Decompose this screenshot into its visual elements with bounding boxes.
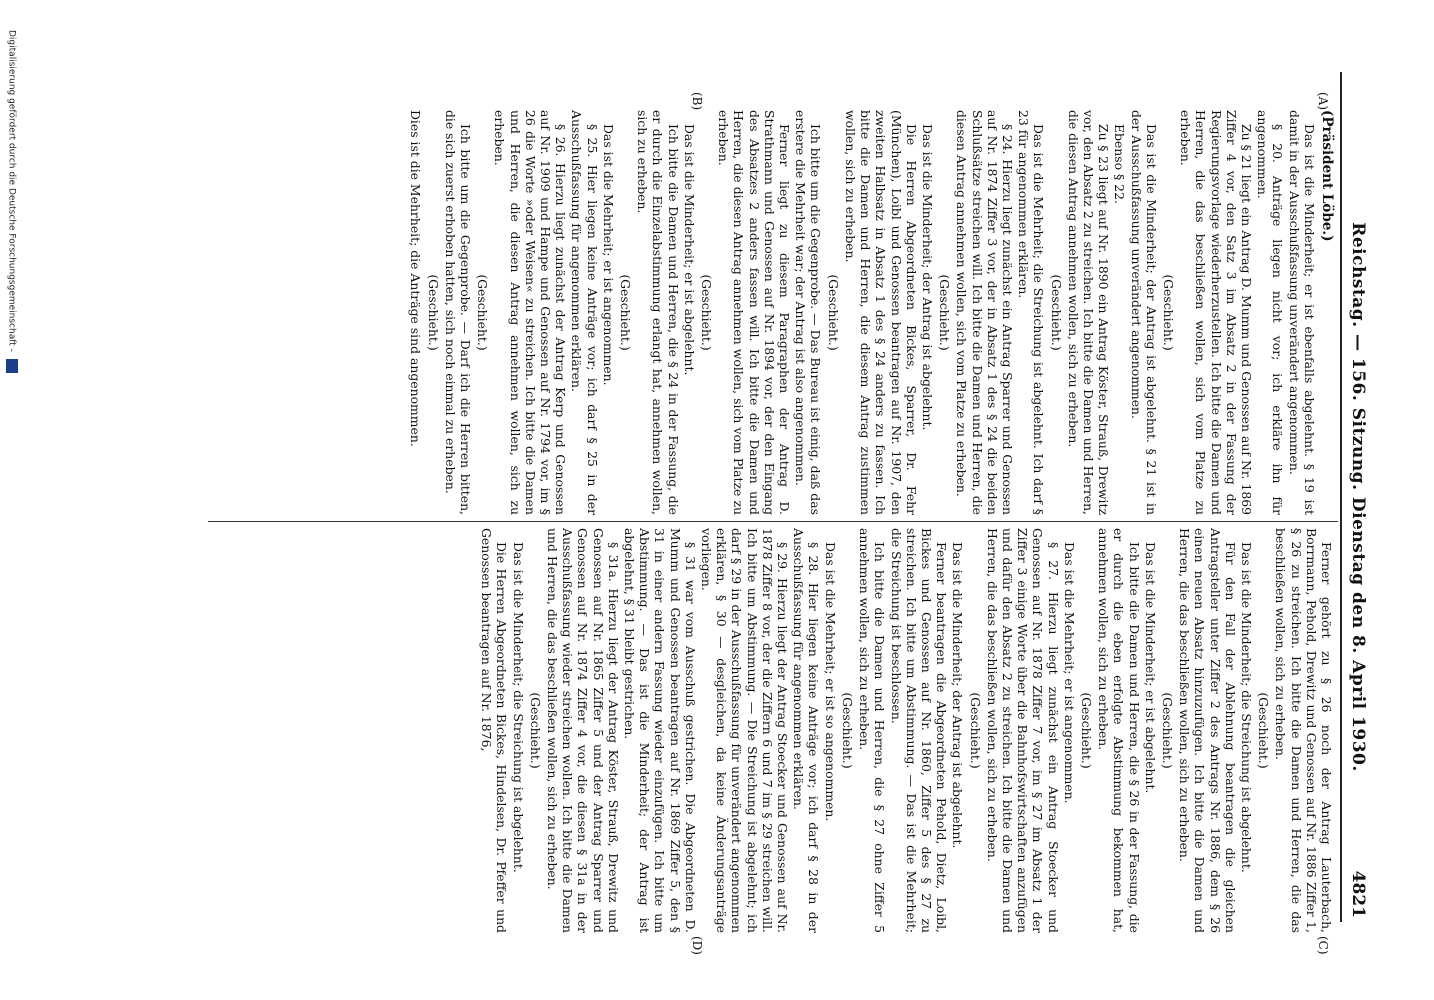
paragraph: Das ist die Minderheit; er ist abgelehnt.: [1142, 542, 1158, 794]
procedural-note: (Geschieht.): [839, 692, 855, 769]
paragraph: § 25. Hier liegen keine Anträge vor; ich darf § 25 in der Ausschußfassung für angenommen erklären.: [569, 110, 600, 515]
paragraph: § 26. Hierzu liegt zunächst der Antrag Kerp und Genossen auf Nr. 1909 und Hampe und Genossen auf Nr. 1794 vor, im § 26 die Worte »oder Weisen« zu streichen. Ich bitte die Damen und Herren, die diesen Antrag annehmen wollen, sich zu erheben.: [492, 110, 569, 515]
paragraph: Dies ist die Mehrheit; die Anträge sind angenommen.: [408, 110, 424, 447]
paragraph: Zu § 21 liegt ein Antrag D. Mumm und Genossen auf Nr. 1869 Ziffer 4 vor, den Satz 3 im Absatz 2 in der Fassung der Regierungsvorlage wiederherzustellen. Ich bitte die Damen und Herren, die das beschließen wollen, sich vom Platze zu erheben.: [1178, 110, 1254, 515]
column-divider: [208, 521, 1338, 522]
procedural-note: (Geschieht.): [425, 274, 441, 351]
page-header: [1340, 72, 1374, 922]
procedural-note: (Geschieht.): [1159, 692, 1175, 769]
procedural-note: (Geschieht.): [825, 274, 841, 351]
paragraph: Ich bitte die Damen und Herren, die § 27 ohne Ziffer 5 annehmen wollen, sich zu erheben.: [857, 528, 888, 933]
paragraph: Ich bitte die Damen und Herren, die § 24 in der Fassung, die er durch die Einzelabstimmung erlangt hat, annehmen wollen, sich zu erheben.: [635, 110, 681, 515]
paragraph: Die Herren Abgeordneten Bickes, Sparrer, Dr. Fehr (München), Loibl und Genossen beantragen auf Nr. 1907, den zweiten Halbsatz in Absatz 1 des § 24 anders zu fassen. Ich bitte die Damen und Herren, die diesem Antrag zustimmen wollen, sich zu erheben.: [842, 110, 919, 515]
paragraph: Ferner beantragen die Abgeordneten Pehold, Dietz, Loibl, Bickes und Genossen auf Nr. 1860, Ziffer 5 des § 27 zu streichen. Ich bitte um Abstimmung. — Das ist die Mehrheit; die Streichung ist beschlossen.: [888, 528, 950, 933]
margin-marker-a: (A): [1316, 92, 1330, 111]
paragraph: Ferner liegt zu diesem Paragraphen der Antrag D. Strathmann und Genossen auf Nr. 1894 vor, der den Eingang des Absatzes 2 anders fassen will. Ich bitte die Damen und Herren, die diesen Antrag annehmen wollen, sich vom Platze zu erheben.: [716, 110, 793, 515]
right-column: [478, 528, 1334, 933]
paragraph: Ich bitte die Damen und Herren, die § 26 in der Fassung, die er durch die eben erfolgte Abstimmung bekommen hat, annehmen wollen, sich zu erheben.: [1096, 528, 1142, 933]
procedural-note: (Geschieht.): [475, 274, 491, 351]
paragraph: Die Herren Abgeordneten Bickes, Hindelsen, Dr. Pfeffer und Genossen beantragen auf Nr. 1876,: [479, 528, 510, 933]
procedural-note: (Geschieht.): [1048, 274, 1064, 351]
footer-text: Digitalisierung gefördert durch die Deutsche Forschungsgemeinschaft -: [6, 30, 17, 352]
paragraph: Das ist die Minderheit; die Streichung ist abgelehnt.: [1238, 542, 1254, 873]
left-column: [407, 110, 1334, 515]
paragraph: Ebenso § 22.: [1112, 124, 1128, 204]
procedural-note: (Geschieht.): [527, 692, 543, 769]
paragraph: Das ist die Minderheit; der Antrag ist abgelehnt.: [950, 542, 966, 849]
paragraph: § 24. Hierzu liegt zunächst ein Antrag Sparrer und Genossen auf Nr. 1874 Ziffer 3 vor, der in Absatz 1 des § 24 die beiden Schlußsätze streichen will. Ich bitte die Damen und Herren, die diesen Antrag annehmen wollen, sich vom Platze zu erheben.: [954, 110, 1015, 515]
paragraph: § 31a. Hierzu liegt der Antrag Köster, Strauß, Drewitz und Genossen auf Nr. 1865 Ziffer 5 und der Antrag Sparrer und Genossen auf Nr. 1874 Ziffer 4 vor, die diesen § 31a in der Ausschußfassung wieder streichen wollen. Ich bitte die Damen und Herren, die das beschließen wollen, sich zu erheben.: [545, 528, 621, 933]
paragraph: Das ist die Minderheit; er ist ebenfalls abgelehnt. § 19 ist damit in der Ausschußfassung unverändert angenommen.: [1286, 110, 1317, 515]
paragraph: Das ist die Minderheit; der Antrag ist abgelehnt.: [919, 124, 935, 431]
speaker-label: (Präsident Löbe.): [1319, 110, 1335, 242]
procedural-note: (Geschieht.): [618, 274, 634, 351]
paragraph: § 27. Hierzu liegt zunächst ein Antrag Stoecker und Genossen auf Nr. 1878 Ziffer 7 vor, im § 27 im Absatz 1 der Ziffer 3 einige Worte über die Bahnhofswirtschaften anzufügen und dafür den Absatz 2 zu streichen. Ich bitte die Damen und Herren, die das beschließen wollen, sich zu erheben.: [984, 528, 1061, 933]
paragraph: Das ist die Mehrheit; er ist angenommen.: [600, 124, 616, 386]
procedural-note: (Geschieht.): [937, 274, 953, 351]
procedural-note: (Geschieht.): [1256, 692, 1272, 769]
paragraph: Ich bitte um die Gegenprobe. — Das Bureau ist einig, daß das erstere die Mehrheit war; der Antrag ist also angenommen.: [793, 110, 824, 515]
digitization-footer: [4, 30, 18, 990]
paragraph: Das ist die Mehrheit; er ist so angenommen.: [822, 542, 838, 822]
paragraph: Zu § 23 liegt auf Nr. 1890 ein Antrag Köster, Strauß, Drewitz vor, den Absatz 2 zu streichen. Ich bitte die Damen und Herren, die diesen Antrag annehmen wollen, sich zu erheben.: [1065, 110, 1112, 515]
paragraph: Für den Fall der Ablehnung beantragen die gleichen Antragsteller unter Ziffer 2 des Antrags Nr. 1886, dem § 26 einen neuen Absatz hinzuzufügen. Ich bitte die Damen und Herren, die das beschließen wollen, sich zu erheben.: [1177, 528, 1238, 933]
paragraph: § 20. Anträge liegen nicht vor; ich erkläre ihn für angenommen.: [1255, 110, 1286, 515]
page-number: 4821: [1348, 870, 1368, 918]
paragraph: Das ist die Minderheit; die Streichung ist abgelehnt.: [510, 542, 526, 873]
paragraph: Das ist die Minderheit; er ist abgelehnt.: [681, 124, 697, 376]
procedural-note: (Geschieht.): [1160, 274, 1176, 351]
paragraph: Das ist die Minderheit; der Antrag ist abgelehnt. § 21 ist in der Ausschußfassung unverändert angenommen.: [1128, 110, 1159, 515]
paragraph: Das ist die Mehrheit; er ist angenommen.: [1061, 542, 1077, 804]
page-title: Reichstag. — 156. Sitzung. Dienstag den 8. April 1930.: [1348, 222, 1368, 772]
paragraph: § 29. Hierzu liegt der Antrag Stoecker und Genossen auf Nr. 1878 Ziffer 8 vor, der die Ziffern 6 und 7 im § 29 streichen will. Ich bitte um Abstimmung. — Die Streichung ist abgelehnt; ich darf § 29 in der Ausschußfassung für unverändert angenommen erklären, § 30 — desgleichen, da keine Änderungsanträge vorliegen.: [699, 528, 791, 933]
margin-marker-b: (B): [690, 92, 704, 111]
paragraph: § 28. Hier liegen keine Anträge vor; ich darf § 28 in der Ausschußfassung für angenommen erklären.: [791, 528, 822, 933]
paragraph: Ich bitte um die Gegenprobe. — Darf ich die Herren bitten, die sich zuerst erhoben hatten, sich noch einmal zu erheben.: [442, 110, 474, 515]
procedural-note: (Geschieht.): [699, 274, 715, 351]
paragraph: Das ist die Mehrheit; die Streichung ist abgelehnt. Ich darf § 23 für angenommen erklären.: [1016, 110, 1047, 515]
dfg-logo-icon: [6, 359, 18, 373]
paragraph: Ferner gehört zu § 26 noch der Antrag Lauterbach, Borrmann, Pehold, Drewitz und Genossen auf Nr. 1886 Ziffer 1, § 26 zu streichen. Ich bitte die Damen und Herren, die das beschließen wollen, sich zu erheben.: [1273, 528, 1334, 933]
margin-marker-c: (C): [1316, 936, 1330, 955]
procedural-note: (Geschieht.): [1078, 692, 1094, 769]
procedural-note: (Geschieht.): [967, 692, 983, 769]
margin-marker-d: (D): [690, 936, 704, 955]
paragraph: § 31 war vom Ausschuß gestrichen. Die Abgeordneten D. Mumm und Genossen beantragen auf Nr. 1869 Ziffer 5, den § 31 in einer andern Fassung wieder einzufügen. Ich bitte um Abstimmung. — Das ist die Minderheit; der Antrag ist abgelehnt, § 31 bleibt gestrichen.: [622, 528, 698, 933]
